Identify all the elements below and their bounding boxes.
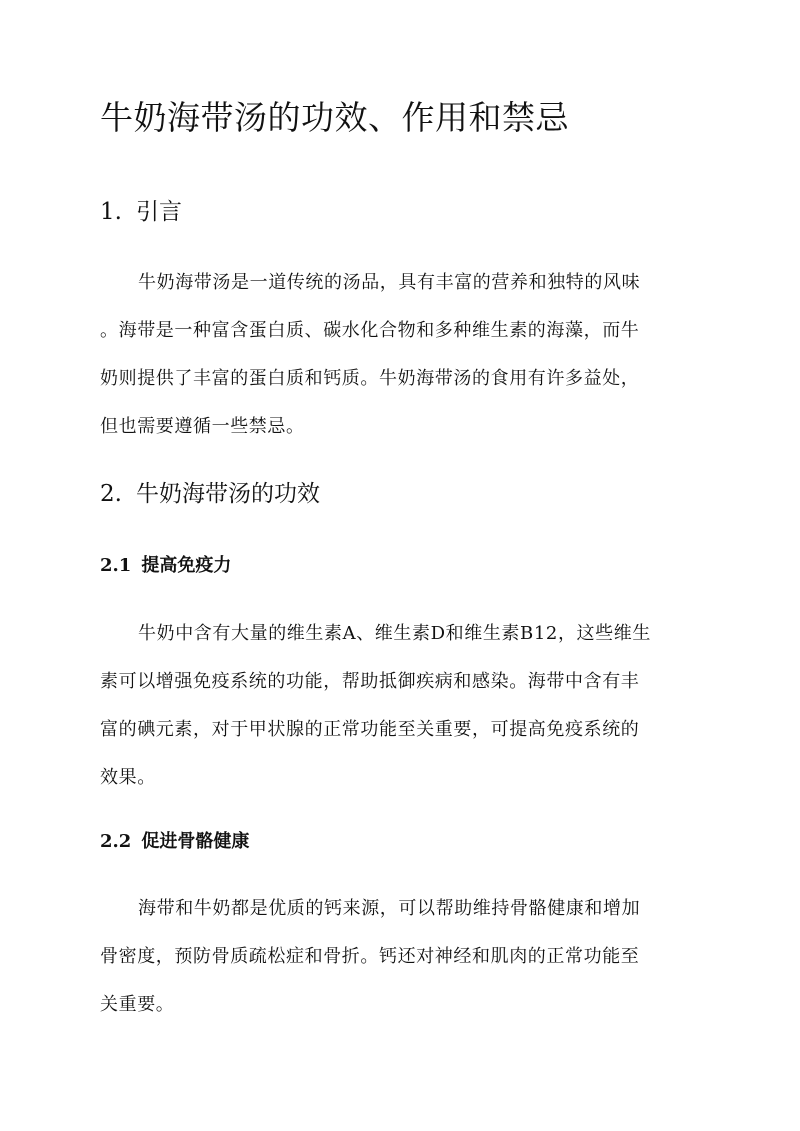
section-number: 2. xyxy=(100,481,122,507)
paragraph-line: 骨密度，预防骨质疏松症和骨折。钙还对神经和肌肉的正常功能至 xyxy=(100,946,640,967)
paragraph-bone-health xyxy=(100,885,700,1029)
subsection-heading-bone-health xyxy=(100,828,249,856)
paragraph-line: 但也需要遵循一些禁忌。 xyxy=(100,416,305,437)
paragraph-line: 效果。 xyxy=(100,767,156,788)
paragraph-line: 奶则提供了丰富的蛋白质和钙质。牛奶海带汤的食用有许多益处， xyxy=(100,368,640,389)
paragraph-line: 富的碘元素，对于甲状腺的正常功能至关重要，可提高免疫系统的 xyxy=(100,719,640,740)
section-title: 牛奶海带汤的功效 xyxy=(135,481,320,507)
paragraph-line: 。海带是一种富含蛋白质、碳水化合物和多种维生素的海藻，而牛 xyxy=(100,320,640,341)
subsection-title: 促进骨骼健康 xyxy=(141,831,250,852)
paragraph-introduction xyxy=(100,259,700,451)
document-title: 牛奶海带汤的功效、作用和禁忌 xyxy=(100,98,569,137)
subsection-title: 提高免疫力 xyxy=(141,555,232,576)
subsection-number: 2.1 xyxy=(100,555,132,576)
paragraph-line: 牛奶中含有大量的维生素A、维生素D和维生素B12，这些维生 xyxy=(138,623,651,644)
subsection-number: 2.2 xyxy=(100,831,132,852)
paragraph-line: 海带和牛奶都是优质的钙来源，可以帮助维持骨骼健康和增加 xyxy=(138,898,641,919)
subsection-heading-immunity xyxy=(100,552,231,580)
paragraph-immunity xyxy=(100,610,700,802)
section-number: 1. xyxy=(100,199,122,225)
paragraph-line: 牛奶海带汤是一道传统的汤品，具有丰富的营养和独特的风味 xyxy=(138,272,641,293)
section-heading-benefits xyxy=(100,477,320,511)
section-title: 引言 xyxy=(135,199,182,225)
paragraph-line: 关重要。 xyxy=(100,994,175,1015)
paragraph-line: 素可以增强免疫系统的功能，帮助抵御疾病和感染。海带中含有丰 xyxy=(100,671,640,692)
section-heading-introduction xyxy=(100,195,182,229)
